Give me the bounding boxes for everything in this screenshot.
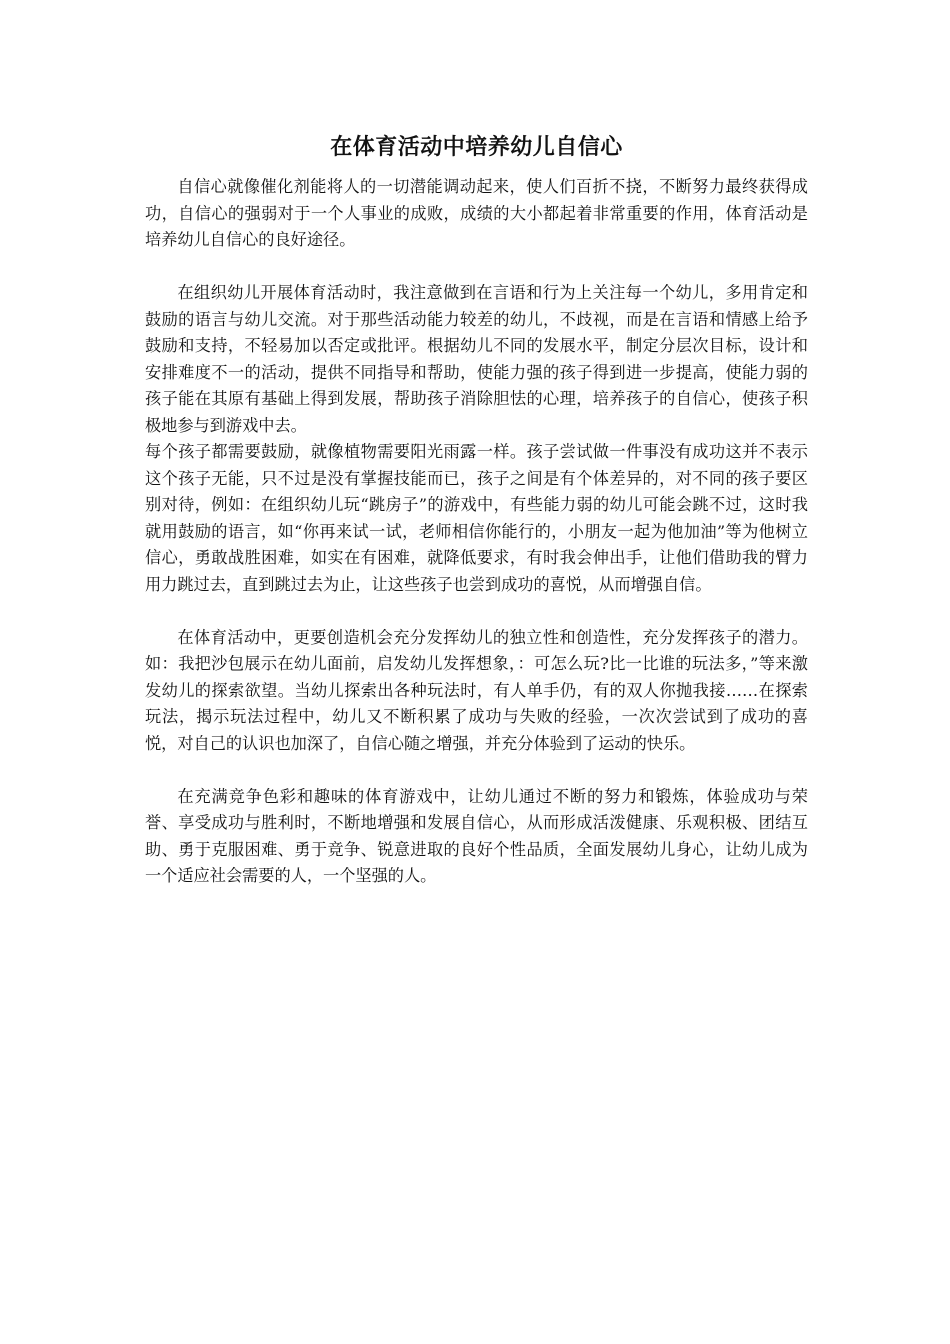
- paragraph-gap: [145, 254, 808, 281]
- paragraph-4: 在体育活动中，更要创造机会充分发挥幼儿的独立性和创造性，充分发挥孩子的潜力。如：我把沙包展示在幼儿面前，启发幼儿发挥想象，：可怎么玩?比一比谁的玩法多，”等来激发幼儿的探索欲望。当幼儿探索出各种玩法时，有人单手仍，有的双人你抛我接……在探索玩法，揭示玩法过程中，幼儿又不断积累了成功与失败的经验，一次次尝试到了成功的喜悦，对自己的认识也加深了，自信心随之增强，并充分体验到了运动的快乐。: [145, 627, 808, 753]
- paragraph-1: 自信心就像催化剂能将人的一切潜能调动起来，使人们百折不挠，不断努力最终获得成功，自信心的强弱对于一个人事业的成败，成绩的大小都起着非常重要的作用，体育活动是培养幼儿自信心的良好途径。: [145, 177, 808, 249]
- paragraph-5: 在充满竞争色彩和趣味的体育游戏中，让幼儿通过不断的努力和锻炼，体验成功与荣誉、享受成功与胜利时，不断地增强和发展自信心，从而形成活泼健康、乐观积极、团结互助、勇于克服困难、勇于竞争、锐意进取的良好个性品质，全面发展幼儿身心，让幼儿成为一个适应社会需要的人，一个坚强的人。: [145, 786, 808, 885]
- paragraph-3: 每个孩子都需要鼓励，就像植物需要阳光雨露一样。孩子尝试做一件事没有成功这并不表示这个孩子无能，只不过是没有掌握技能而已，孩子之间是有个体差异的，对不同的孩子要区别对待，例如：在组织幼儿玩“跳房子”的游戏中，有些能力弱的幼儿可能会跳不过，这时我就用鼓励的语言，如“你再来试一试，老师相信你能行的，小朋友一起为他加油”等为他树立信心，勇敢战胜困难，如实在有困难，就降低要求，有时我会伸出手，让他们借助我的臂力用力跳过去，直到跳过去为止，让这些孩子也尝到成功的喜悦，从而增强自信。: [145, 442, 808, 594]
- paragraph-gap: [145, 598, 808, 625]
- document-title: 在体育活动中培养幼儿自信心: [330, 135, 623, 160]
- paragraph-2: 在组织幼儿开展体育活动时，我注意做到在言语和行为上关注每一个幼儿，多用肯定和鼓励的语言与幼儿交流。对于那些活动能力较差的幼儿，不歧视，而是在言语和情感上给予鼓励和支持，不轻易加以否定或批评。根据幼儿不同的发展水平，制定分层次目标，设计和安排难度不一的活动，提供不同指导和帮助，使能力强的孩子得到进一步提高，使能力弱的孩子能在其原有基础上得到发展，帮助孩子消除胆怯的心理，培养孩子的自信心，使孩子积极地参与到游戏中去。: [145, 283, 808, 435]
- paragraph-gap: [145, 757, 808, 784]
- document-page: [145, 128, 808, 890]
